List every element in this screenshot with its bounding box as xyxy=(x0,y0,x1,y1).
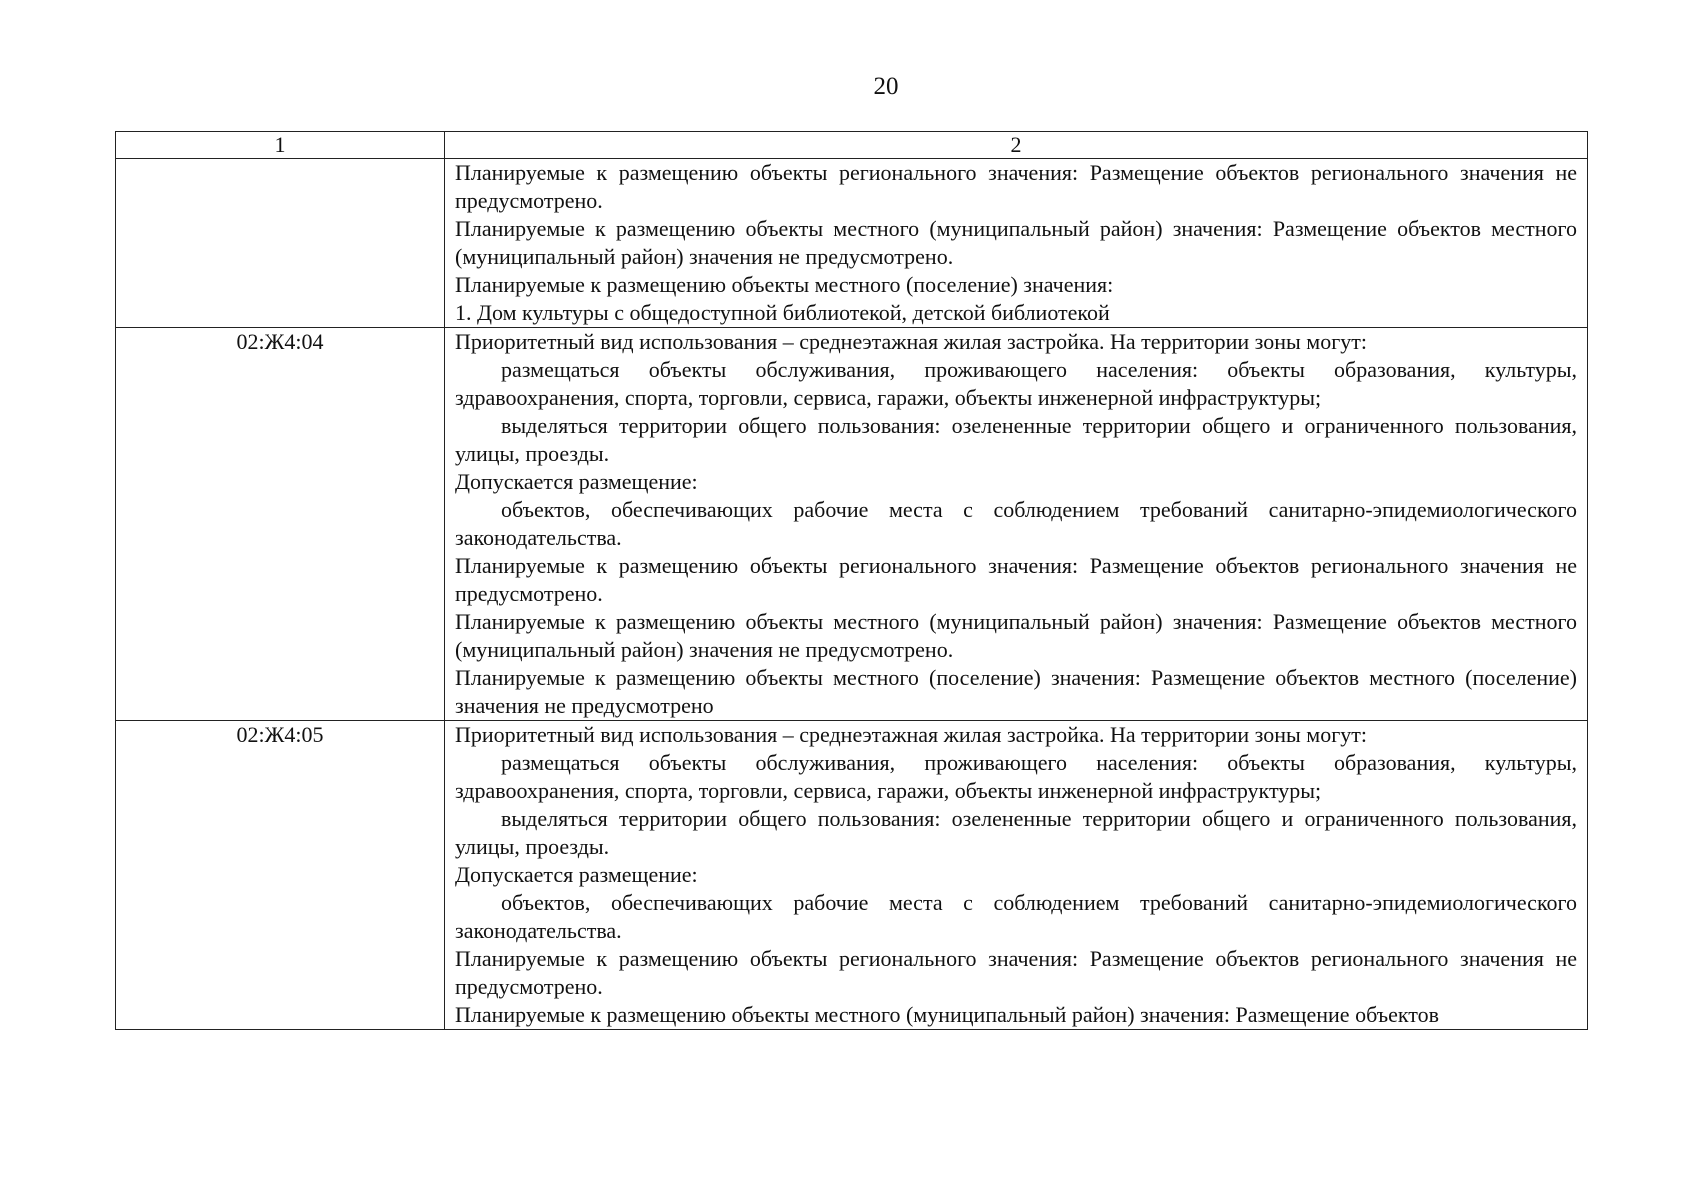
description-paragraph: Планируемые к размещению объекты местного (поселение) значения: Размещение объектов местного (поселение) значения не предусмотрено xyxy=(455,665,1577,718)
description-paragraph: Приоритетный вид использования – среднеэтажная жилая застройка. На территории зоны могут: xyxy=(455,722,1367,747)
description-paragraph: объектов, обеспечивающих рабочие места с соблюдением требований санитарно-эпидемиологического законодательства. xyxy=(455,497,1577,550)
description-paragraph: Планируемые к размещению объекты регионального значения: Размещение объектов регионального значения не предусмотрено. xyxy=(455,160,1577,213)
description-paragraph: Планируемые к размещению объекты местного (муниципальный район) значения: Размещение объектов xyxy=(455,1002,1439,1027)
header-col-2: 2 xyxy=(445,132,1588,159)
zone-code-cell: 02:Ж4:05 xyxy=(116,721,445,1030)
description-paragraph: Планируемые к размещению объекты местного (поселение) значения: xyxy=(455,272,1114,297)
header-row xyxy=(116,132,1588,159)
description-paragraph: Допускается размещение: xyxy=(455,469,698,494)
description-paragraph: объектов, обеспечивающих рабочие места с соблюдением требований санитарно-эпидемиологического законодательства. xyxy=(455,890,1577,943)
description-paragraph: Планируемые к размещению объекты местного (муниципальный район) значения: Размещение объектов местного (муниципальный район) значения не предусмотрено. xyxy=(455,609,1577,662)
description-paragraph: Планируемые к размещению объекты регионального значения: Размещение объектов регионального значения не предусмотрено. xyxy=(455,946,1577,999)
description-paragraph: размещаться объекты обслуживания, проживающего населения: объекты образования, культуры, здравоохранения, спорта, торговли, сервиса, гаражи, объекты инженерной инфраструктуры; xyxy=(455,357,1577,410)
table-row xyxy=(116,328,1588,721)
description-paragraph: 1. Дом культуры с общедоступной библиотекой, детской библиотекой xyxy=(455,300,1110,325)
description-paragraph: Допускается размещение: xyxy=(455,862,698,887)
table-body xyxy=(116,132,1588,1030)
table-row xyxy=(116,721,1588,1030)
description-paragraph: Планируемые к размещению объекты местного (муниципальный район) значения: Размещение объектов местного (муниципальный район) значения не предусмотрено. xyxy=(455,216,1577,269)
zone-description-cell xyxy=(445,159,1588,328)
description-paragraph: Приоритетный вид использования – среднеэтажная жилая застройка. На территории зоны могут: xyxy=(455,329,1367,354)
zone-code-cell xyxy=(116,159,445,328)
page-number: 20 xyxy=(873,73,899,100)
description-paragraph: размещаться объекты обслуживания, проживающего населения: объекты образования, культуры, здравоохранения, спорта, торговли, сервиса, гаражи, объекты инженерной инфраструктуры; xyxy=(455,750,1577,803)
description-paragraph: Планируемые к размещению объекты регионального значения: Размещение объектов регионального значения не предусмотрено. xyxy=(455,553,1577,606)
description-paragraph: выделяться территории общего пользования: озелененные территории общего и ограниченного пользования, улицы, проезды. xyxy=(455,413,1577,466)
zones-table xyxy=(115,131,1588,1030)
zone-description-cell xyxy=(445,721,1588,1030)
zone-description-cell xyxy=(445,328,1588,721)
table-row xyxy=(116,159,1588,328)
zone-code-cell: 02:Ж4:04 xyxy=(116,328,445,721)
header-col-1: 1 xyxy=(116,132,445,159)
description-paragraph: выделяться территории общего пользования: озелененные территории общего и ограниченного пользования, улицы, проезды. xyxy=(455,806,1577,859)
